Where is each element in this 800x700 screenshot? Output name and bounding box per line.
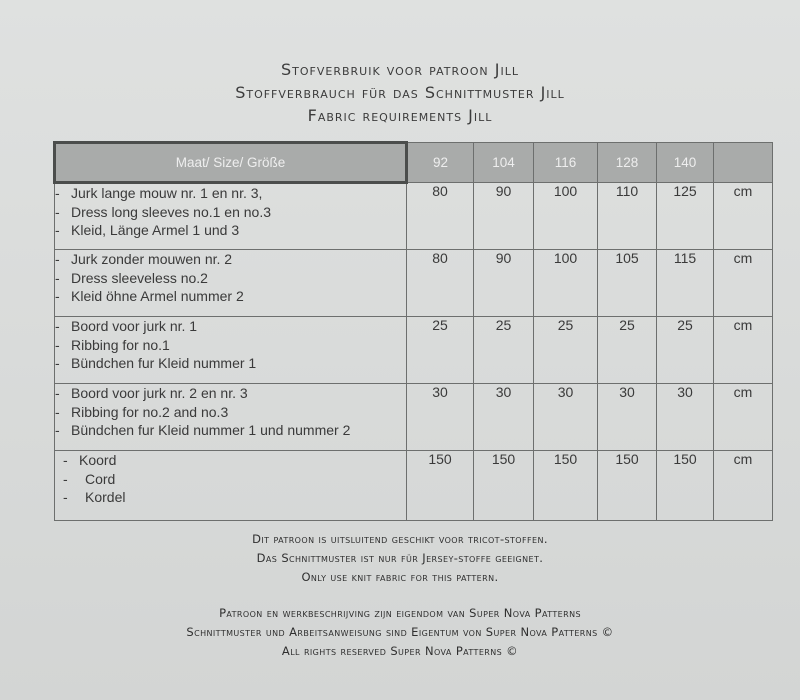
value-cell: 150 [657,451,714,521]
size-header-128: 128 [598,143,657,183]
value-cell: 30 [598,384,657,451]
desc-line: Jurk zonder mouwen nr. 2 [71,251,233,267]
value-cell: 80 [407,250,474,317]
row-description: - Koord - Cord - Kordel [55,451,407,521]
size-header-116: 116 [534,143,598,183]
desc-line: Dress long sleeves no.1 en no.3 [71,203,272,220]
copyright-note [0,604,800,661]
unit-cell: cm [714,384,773,451]
value-cell: 80 [407,183,474,250]
desc-line: Cord [85,470,116,487]
desc-line: Boord voor jurk nr. 2 en nr. 3 [71,385,248,401]
value-cell: 150 [534,451,598,521]
fabric-note [0,530,800,587]
size-header-104: 104 [474,143,534,183]
unit-header [714,143,773,183]
value-cell: 25 [474,317,534,384]
row-description: - Jurk lange mouw nr. 1 en nr. 3, - Dress long sleeves no.1 en no.3 - Kleid, Länge Armel 1 und 3 [55,183,407,250]
value-cell: 150 [407,451,474,521]
title-german: Stoffverbrauch für das Schnittmuster Jill [235,83,565,102]
value-cell: 110 [598,183,657,250]
desc-line: Boord voor jurk nr. 1 [71,318,198,334]
fabric-note-english: Only use knit fabric for this pattern. [301,570,499,584]
value-cell: 100 [534,183,598,250]
title-english: Fabric requirements Jill [307,106,493,125]
value-cell: 25 [657,317,714,384]
value-cell: 25 [598,317,657,384]
desc-line: Kordel [85,489,126,505]
page-title [0,58,800,127]
desc-line: Ribbing for no.1 [71,336,170,353]
fabric-note-dutch: Dit patroon is uitsluitend geschikt voor tricot-stoffen. [252,532,548,546]
size-header-140: 140 [657,143,714,183]
table-row [55,183,773,250]
value-cell: 30 [474,384,534,451]
desc-line: Jurk lange mouw nr. 1 en nr. 3, [71,185,263,201]
table-row [55,317,773,384]
value-cell: 105 [598,250,657,317]
value-cell: 125 [657,183,714,250]
desc-line: Dress sleeveless no.2 [71,269,208,286]
row-description: - Boord voor jurk nr. 2 en nr. 3 - Ribbing for no.2 and no.3 - Bündchen fur Kleid nummer 1 und nummer 2 [55,384,407,451]
value-cell: 30 [657,384,714,451]
value-cell: 150 [474,451,534,521]
unit-cell: cm [714,250,773,317]
table-row [55,384,773,451]
value-cell: 150 [598,451,657,521]
copyright-german: Schnittmuster und Arbeitsanweisung sind Eigentum von Super Nova Patterns © [186,625,614,639]
value-cell: 115 [657,250,714,317]
value-cell: 25 [407,317,474,384]
value-cell: 25 [534,317,598,384]
row-description: - Jurk zonder mouwen nr. 2 - Dress sleeveless no.2 - Kleid öhne Armel nummer 2 [55,250,407,317]
table-row [55,250,773,317]
title-dutch: Stofverbruik voor patroon Jill [281,60,519,79]
copyright-english: All rights reserved Super Nova Patterns © [281,644,519,658]
value-cell: 30 [534,384,598,451]
value-cell: 90 [474,183,534,250]
copyright-dutch: Patroon en werkbeschrijving zijn eigendom van Super Nova Patterns [219,606,581,620]
desc-line: Koord [79,452,117,468]
value-cell: 30 [407,384,474,451]
row-description: - Boord voor jurk nr. 1 - Ribbing for no.1 - Bündchen fur Kleid nummer 1 [55,317,407,384]
table-header-row [55,143,773,183]
desc-line: Kleid öhne Armel nummer 2 [71,288,244,304]
size-header-92: 92 [407,143,474,183]
fabric-note-german: Das Schnittmuster ist nur für Jersey-stoffe geeignet. [256,551,544,565]
value-cell: 90 [474,250,534,317]
value-cell: 100 [534,250,598,317]
desc-line: Bündchen fur Kleid nummer 1 und nummer 2 [71,422,351,438]
desc-line: Bündchen fur Kleid nummer 1 [71,355,257,371]
unit-cell: cm [714,451,773,521]
table-row [55,451,773,521]
desc-line: Kleid, Länge Armel 1 und 3 [71,222,240,238]
unit-cell: cm [714,183,773,250]
size-header-label: Maat/ Size/ Größe [55,143,407,183]
unit-cell: cm [714,317,773,384]
fabric-requirements-table [53,141,773,521]
desc-line: Ribbing for no.2 and no.3 [71,403,229,420]
